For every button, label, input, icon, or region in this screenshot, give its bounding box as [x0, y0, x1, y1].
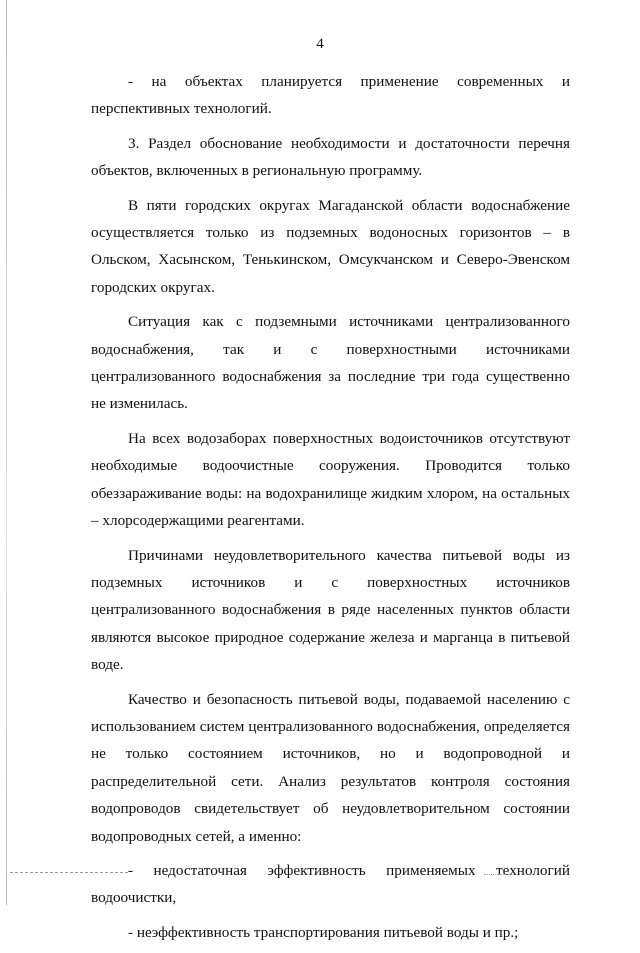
scan-bottom-rule	[10, 872, 128, 873]
paragraph-bullet-transport-inefficiency: - неэффективность транспортирования питьевой воды и пр.;	[128, 923, 519, 941]
scan-left-edge	[6, 0, 7, 905]
scan-bottom-mark	[315, 870, 329, 871]
paragraph-bullet-insufficient-efficiency: - недостаточная эффективность применяемых технологий водоочистки,	[91, 861, 570, 907]
paragraph-quality-safety: Качество и безопасность питьевой воды, подаваемой населению с использованием систем централизованного водоснабжения, определяется не только состоянием источников, но и водопроводной и распределительной сети. Анализ результатов контроля состояния водопроводов свидетельствует об неудовлетворительном состоянии водопроводных сетей, а именно:	[91, 690, 570, 845]
page-number: 4	[316, 36, 324, 52]
paragraph-section-3-heading: 3. Раздел обоснование необходимости и достаточности перечня объектов, включенных в региональную программу.	[91, 134, 570, 180]
paragraph-bullet-technologies: - на объектах планируется применение современных и перспективных технологий.	[91, 73, 570, 118]
paragraph-situation-unchanged: Ситуация как с подземными источниками централизованного водоснабжения, так и с поверхностными источниками централизованного водоснабжения за последние три года существенно не изменилась.	[91, 313, 570, 413]
paragraph-causes-poor-quality: Причинами неудовлетворительного качества питьевой воды из подземных источников и с поверхностных источников централизованного водоснабжения в ряде населенных пунктов области являются высокое природное содержание железа и марганца в питьевой воде.	[91, 546, 570, 674]
scan-bottom-mark-right	[484, 874, 506, 875]
paragraph-surface-intakes: На всех водозаборах поверхностных водоисточников отсутствуют необходимые водоочистные сооружения. Проводится только обеззараживание воды: на водохранилище жидким хлором, на остальных – хлорсодержащими реагентами.	[91, 429, 570, 530]
document-body	[91, 68, 570, 953]
paragraph-water-supply-districts: В пяти городских округах Магаданской области водоснабжение осуществляется только из подземных водоносных горизонтов – в Ольском, Хасынском, Тенькинском, Омсукчанском и Северо-Эвенском городских округах.	[91, 196, 570, 296]
